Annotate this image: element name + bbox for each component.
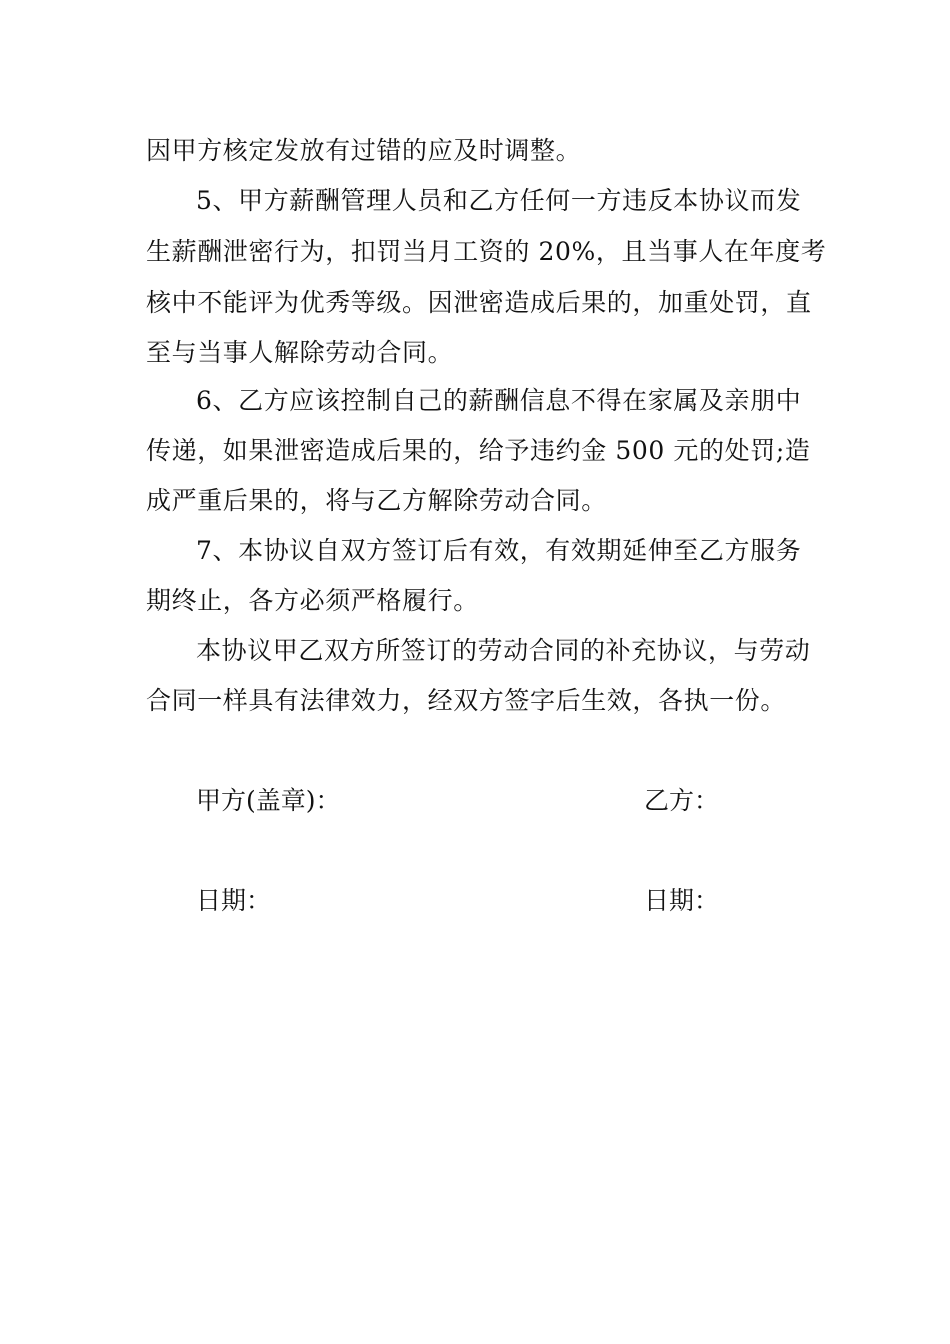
party-a-label: 甲方(盖章)： [196,786,341,815]
party-b-label: 乙方： [644,786,720,815]
date-b-label: 日期： [644,886,720,915]
clause-5-line: 核中不能评为优秀等级。因泄密造成后果的，加重处罚，直 [146,288,812,317]
closing-line: 本协议甲乙双方所签订的劳动合同的补充协议，与劳动 [196,636,811,665]
paragraph-line: 因甲方核定发放有过错的应及时调整。 [146,136,582,165]
clause-5-line: 生薪酬泄密行为，扣罚当月工资的 20%，且当事人在年度考 [146,237,827,266]
clause-7-line: 期终止，各方必须严格履行。 [146,586,479,615]
date-a-label: 日期： [196,886,272,915]
closing-line: 合同一样具有法律效力，经双方签字后生效，各执一份。 [146,686,787,715]
clause-7-line: 7、本协议自双方签订后有效，有效期延伸至乙方服务 [196,536,802,565]
clause-6-line: 成严重后果的，将与乙方解除劳动合同。 [146,486,607,515]
clause-6-line: 传递，如果泄密造成后果的，给予违约金 500 元的处罚;造 [146,436,811,465]
clause-6-line: 6、乙方应该控制自己的薪酬信息不得在家属及亲朋中 [196,386,802,415]
clause-5-line: 至与当事人解除劳动合同。 [146,338,454,367]
clause-5-line: 5、甲方薪酬管理人员和乙方任何一方违反本协议而发 [196,186,802,215]
